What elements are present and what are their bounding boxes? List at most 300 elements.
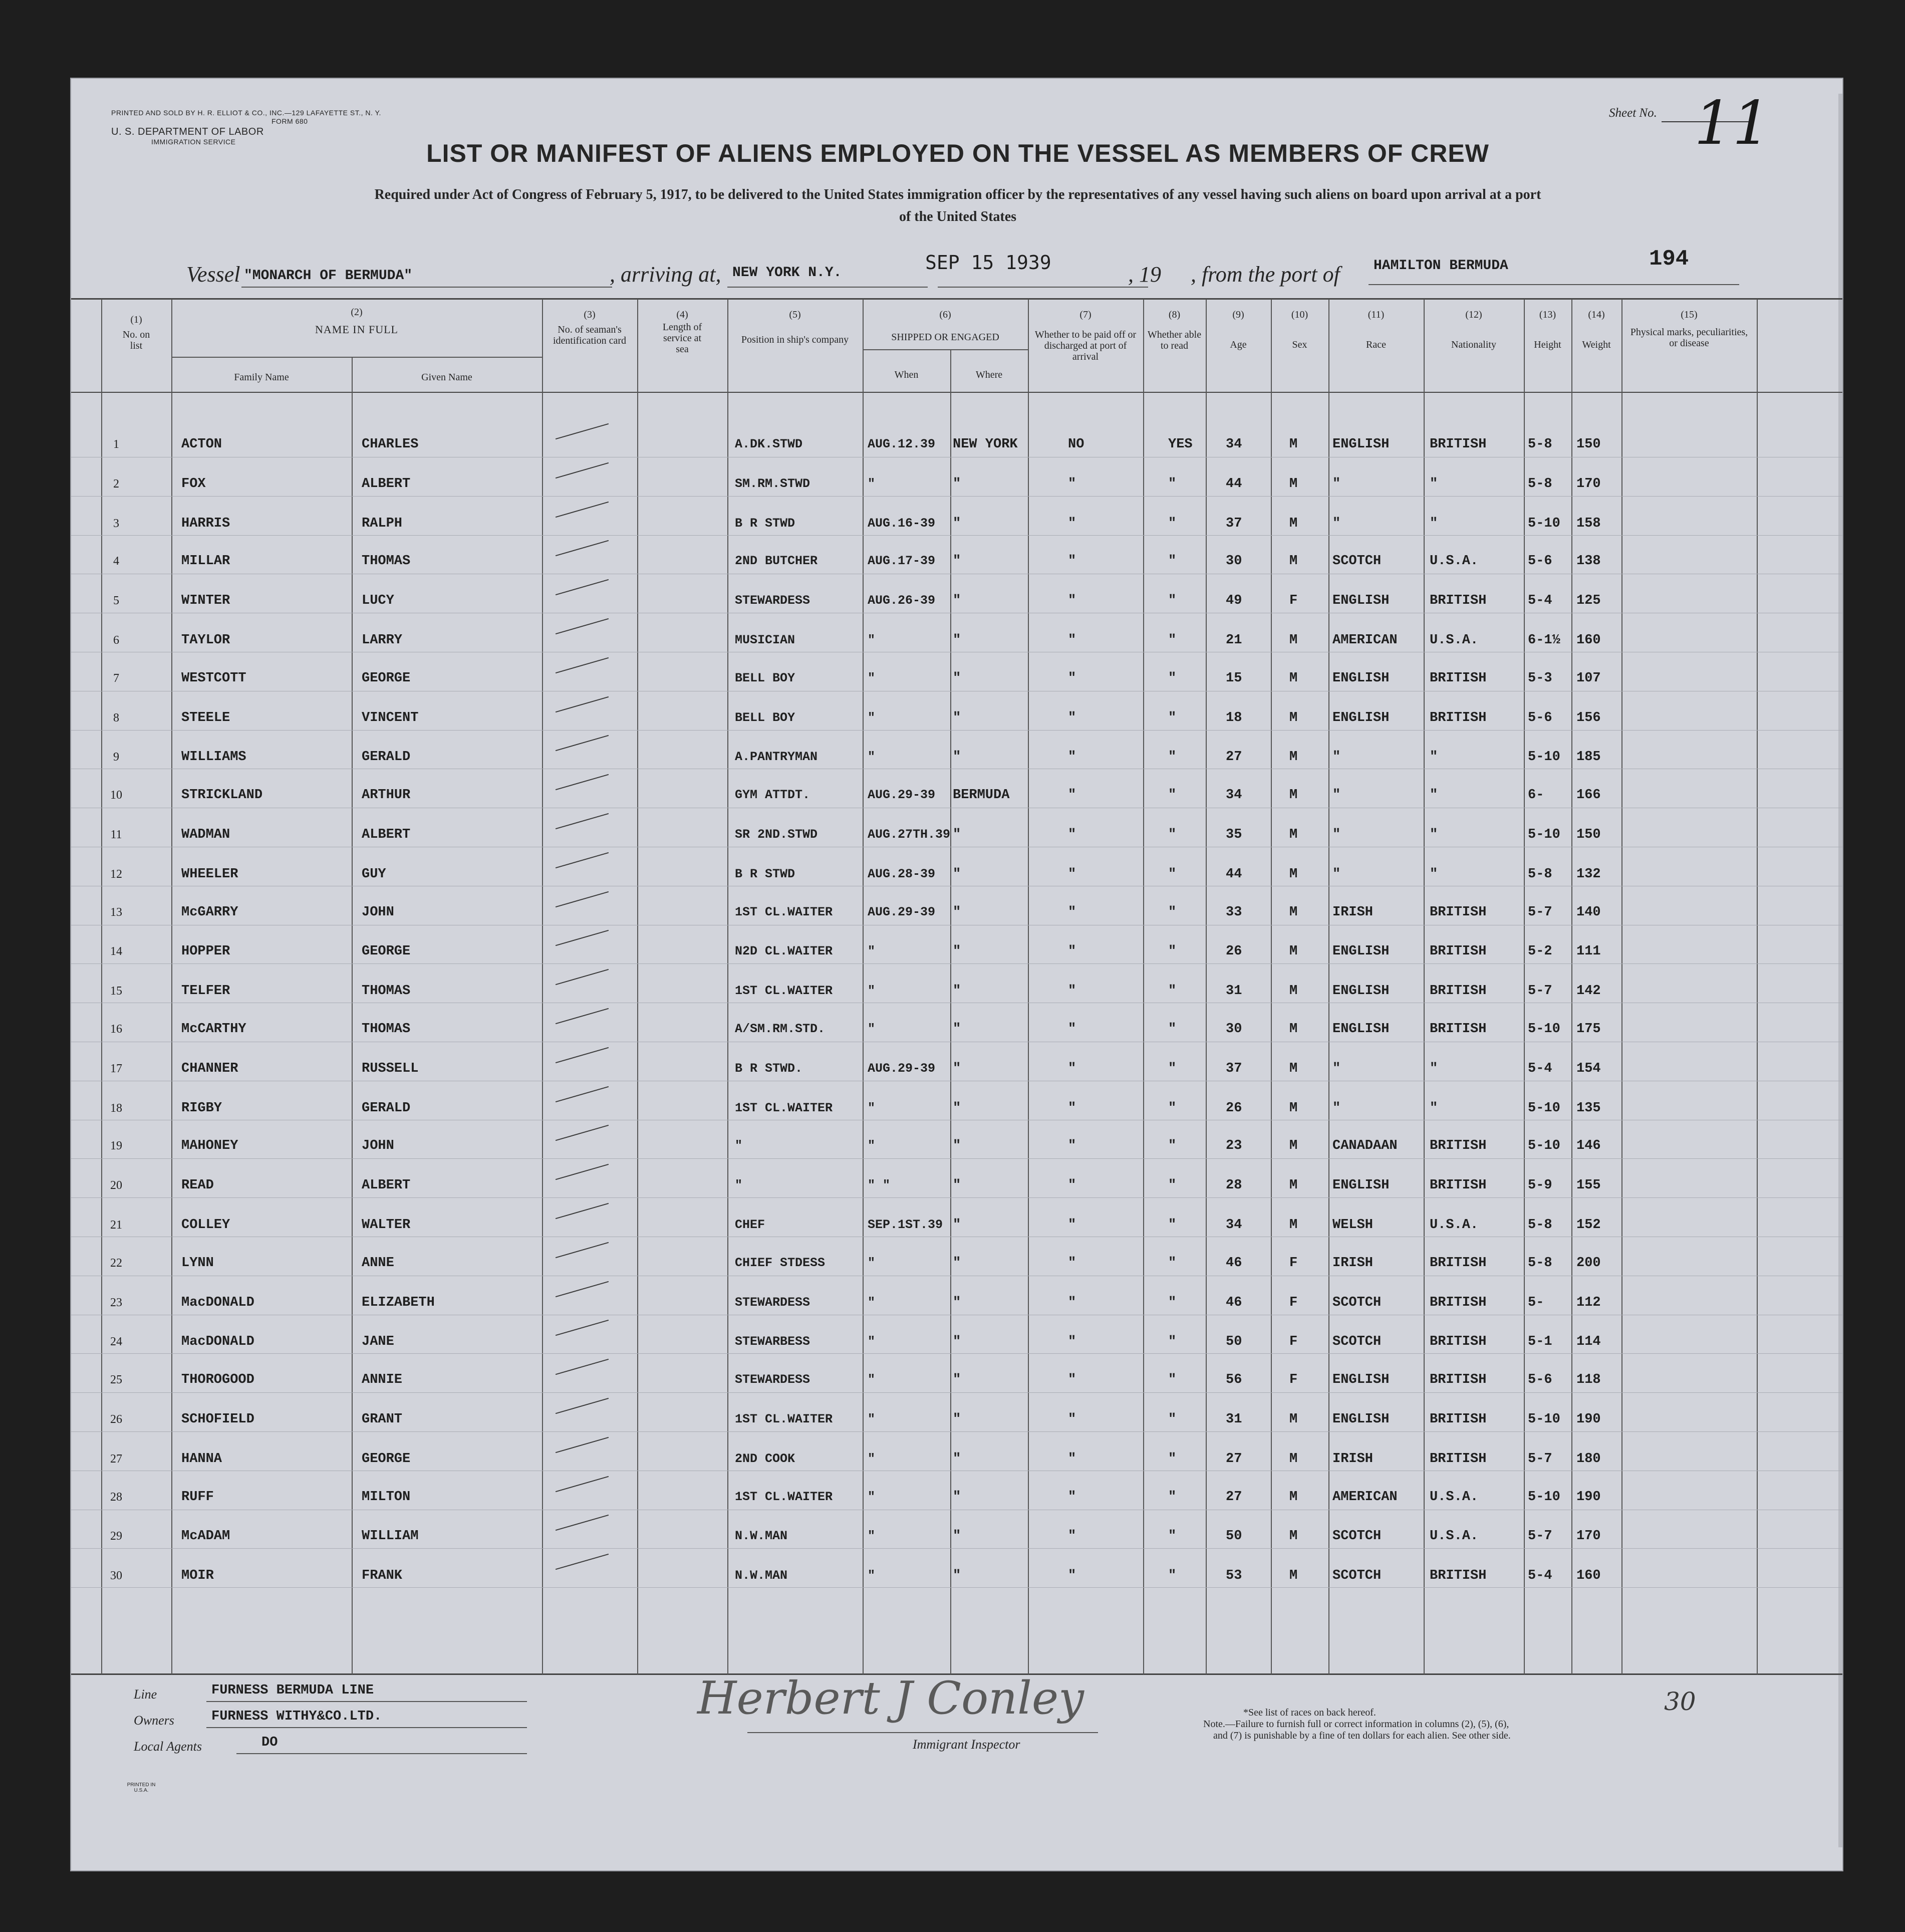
weight: 146 <box>1576 1138 1601 1154</box>
row-number: 5 <box>113 594 119 608</box>
position: 2ND COOK <box>735 1451 795 1466</box>
col-8-number: (8) <box>1168 309 1181 320</box>
id-card-tick-mark <box>556 1281 609 1297</box>
age: 44 <box>1226 866 1242 882</box>
row-number: 9 <box>113 751 119 764</box>
shipped-when: " <box>868 1255 876 1270</box>
weight: 142 <box>1576 984 1601 999</box>
row-number: 28 <box>110 1490 122 1504</box>
manifest-sheet <box>70 78 1843 1871</box>
shipped-where: " <box>953 827 961 842</box>
shipped-where: " <box>953 1529 961 1544</box>
row-number: 12 <box>110 867 122 881</box>
sex: M <box>1289 984 1298 999</box>
id-card-tick-mark <box>556 1008 609 1024</box>
age: 49 <box>1226 593 1242 609</box>
sheet-number-value: 11 <box>1694 89 1771 158</box>
sex: M <box>1289 944 1298 959</box>
id-card-tick-mark <box>556 735 609 751</box>
weight: 166 <box>1576 788 1601 803</box>
shipped-when: " <box>868 1295 876 1310</box>
id-card-tick-mark <box>556 1320 609 1336</box>
able-to-read: " <box>1168 1138 1177 1154</box>
col-3-number: (3) <box>584 309 596 320</box>
weight: 150 <box>1576 437 1601 452</box>
race: SCOTCH <box>1332 1334 1382 1350</box>
line-underline <box>206 1701 527 1702</box>
shipped-when: " <box>868 1100 876 1115</box>
race: " <box>1332 750 1341 765</box>
given-name: RALPH <box>362 516 403 531</box>
id-card-tick-mark <box>556 1398 609 1414</box>
height: 5-1 <box>1528 1334 1552 1350</box>
shipped-where: " <box>953 516 961 531</box>
nationality: U.S.A. <box>1430 554 1479 569</box>
col-6-number: (6) <box>939 309 951 320</box>
row-number: 27 <box>110 1452 122 1466</box>
able-to-read: " <box>1168 1334 1177 1350</box>
row-number: 7 <box>113 671 119 685</box>
given-name: ARTHUR <box>362 788 411 803</box>
able-to-read: YES <box>1168 437 1193 452</box>
able-to-read: " <box>1168 1529 1177 1544</box>
shipped-when: " <box>868 670 876 685</box>
given-name: LUCY <box>362 593 394 609</box>
col-13-label: Height <box>1534 339 1561 350</box>
able-to-read: " <box>1168 827 1177 842</box>
sex: M <box>1289 1022 1298 1037</box>
age: 31 <box>1226 984 1242 999</box>
shipped-when: AUG.12.39 <box>868 437 936 451</box>
form-number: FORM 680 <box>271 117 308 125</box>
shipped-where: " <box>953 866 961 882</box>
age: 23 <box>1226 1138 1242 1154</box>
position: STEWARBESS <box>735 1334 810 1349</box>
able-to-read: " <box>1168 944 1177 959</box>
row-rule <box>71 1431 1843 1432</box>
weight: 160 <box>1576 633 1601 648</box>
shipped-where: " <box>953 1178 961 1193</box>
able-to-read: " <box>1168 593 1177 609</box>
sex: M <box>1289 1489 1298 1505</box>
shipped-when: " <box>868 710 876 725</box>
shipped-when: " " <box>868 1178 891 1193</box>
row-number: 16 <box>110 1023 122 1036</box>
position: B R STWD <box>735 516 795 531</box>
header-bottom-border <box>71 392 1843 393</box>
family-name: McCARTHY <box>181 1022 246 1037</box>
able-to-read: " <box>1168 788 1177 803</box>
weight: 114 <box>1576 1334 1601 1350</box>
weight: 158 <box>1576 516 1601 531</box>
year-number: 194 <box>1649 247 1689 272</box>
column-divider <box>1028 299 1029 1674</box>
position: BELL BOY <box>735 670 795 685</box>
race: " <box>1332 476 1341 492</box>
col-13-number: (13) <box>1539 309 1556 320</box>
column-divider <box>171 299 172 1674</box>
shipped-where: " <box>953 1489 961 1505</box>
height: 5-10 <box>1528 750 1560 765</box>
given-name: THOMAS <box>362 554 411 569</box>
row-number: 24 <box>110 1335 122 1349</box>
paid-off: " <box>1068 827 1076 842</box>
position: A.PANTRYMAN <box>735 750 818 765</box>
line-label: Line <box>134 1687 157 1702</box>
paid-off: " <box>1068 1412 1076 1427</box>
height: 5-8 <box>1528 437 1552 452</box>
nationality: " <box>1430 1100 1438 1116</box>
shipped-when: " <box>868 1568 876 1583</box>
row-number: 11 <box>110 828 122 841</box>
height: 5-9 <box>1528 1178 1552 1193</box>
family-name: COLLEY <box>181 1218 230 1233</box>
shipped-when: " <box>868 1138 876 1153</box>
able-to-read: " <box>1168 1061 1177 1076</box>
able-to-read: " <box>1168 670 1177 686</box>
shipped-where: " <box>953 1334 961 1350</box>
row-number: 26 <box>110 1413 122 1426</box>
race: ENGLISH <box>1332 1178 1390 1193</box>
paid-off: " <box>1068 554 1076 569</box>
col-7-number: (7) <box>1079 309 1092 320</box>
shipped-when: AUG.26-39 <box>868 593 936 608</box>
nationality: U.S.A. <box>1430 1489 1479 1505</box>
col-3-label: No. of seaman's identification card <box>553 324 627 346</box>
nationality: BRITISH <box>1430 1295 1487 1310</box>
column-divider <box>1571 299 1572 1674</box>
height: 5-8 <box>1528 866 1552 882</box>
name-subheader-line <box>171 357 542 358</box>
inspector-signature: Herbert J Conley <box>697 1672 1084 1725</box>
position: 1ST CL.WAITER <box>735 1100 833 1115</box>
id-card-tick-mark <box>556 501 609 517</box>
nationality: BRITISH <box>1430 1372 1487 1388</box>
col-12-number: (12) <box>1465 309 1482 320</box>
age: 33 <box>1226 904 1242 920</box>
shipped-where: " <box>953 1372 961 1388</box>
column-divider <box>637 299 638 1674</box>
col-12-label: Nationality <box>1451 339 1496 350</box>
age: 18 <box>1226 710 1242 726</box>
paid-off: " <box>1068 633 1076 648</box>
family-name: MacDONALD <box>181 1334 254 1350</box>
able-to-read: " <box>1168 516 1177 531</box>
position: STEWARDESS <box>735 593 810 608</box>
age: 37 <box>1226 516 1242 531</box>
sex: M <box>1289 1061 1298 1076</box>
shipped-where: " <box>953 710 961 726</box>
race: AMERICAN <box>1332 1489 1398 1505</box>
position: CHIEF STDESS <box>735 1255 826 1270</box>
shipped-where: " <box>953 1138 961 1154</box>
age: 37 <box>1226 1061 1242 1076</box>
row-number: 20 <box>110 1179 122 1192</box>
nationality: BRITISH <box>1430 1178 1487 1193</box>
year-label: , 19 <box>1128 262 1161 287</box>
where-header: Where <box>975 369 1003 380</box>
sex: M <box>1289 788 1298 803</box>
position: SM.RM.STWD <box>735 476 810 491</box>
family-name: HOPPER <box>181 944 230 959</box>
col-1-number: (1) <box>130 314 142 325</box>
row-number: 3 <box>113 517 119 530</box>
height: 5-6 <box>1528 1372 1552 1388</box>
nationality: BRITISH <box>1430 984 1487 999</box>
column-divider <box>727 299 728 1674</box>
shipped-when: " <box>868 944 876 959</box>
weight: 155 <box>1576 1178 1601 1193</box>
paid-off: " <box>1068 904 1076 920</box>
departure-port: HAMILTON BERMUDA <box>1374 258 1508 274</box>
id-card-tick-mark <box>556 1086 609 1102</box>
row-rule <box>71 730 1843 731</box>
vessel-underline <box>241 287 612 288</box>
age: 27 <box>1226 1451 1242 1467</box>
race: SCOTCH <box>1332 554 1382 569</box>
footnote-penalty-2: and (7) is punishable by a fine of ten dollars for each alien. See other side. <box>1213 1730 1511 1741</box>
id-card-tick-mark <box>556 1164 609 1180</box>
paid-off: NO <box>1068 437 1084 452</box>
given-name: ANNE <box>362 1255 394 1271</box>
weight: 111 <box>1576 944 1601 959</box>
sex: M <box>1289 1412 1298 1427</box>
shipped-when: AUG.28-39 <box>868 866 936 881</box>
row-rule <box>71 535 1843 536</box>
family-name: CHANNER <box>181 1061 238 1076</box>
nationality: " <box>1430 516 1438 531</box>
sex: M <box>1289 1451 1298 1467</box>
family-name: WESTCOTT <box>181 670 246 686</box>
col-4-number: (4) <box>676 309 688 320</box>
row-number: 17 <box>110 1062 122 1075</box>
nationality: " <box>1430 750 1438 765</box>
paid-off: " <box>1068 866 1076 882</box>
paid-off: " <box>1068 1568 1076 1584</box>
height: 5-2 <box>1528 944 1552 959</box>
id-card-tick-mark <box>556 774 609 790</box>
col-1-label: No. on list <box>122 329 150 351</box>
weight: 175 <box>1576 1022 1601 1037</box>
position: " <box>735 1138 743 1153</box>
owners-label: Owners <box>134 1713 174 1728</box>
height: 5-6 <box>1528 554 1552 569</box>
document-title: LIST OR MANIFEST OF ALIENS EMPLOYED ON THE VESSEL AS MEMBERS OF CREW <box>426 139 1489 167</box>
weight: 150 <box>1576 827 1601 842</box>
paid-off: " <box>1068 788 1076 803</box>
family-name: TAYLOR <box>181 633 230 648</box>
shipped-when: AUG.16-39 <box>868 516 936 531</box>
row-number: 6 <box>113 634 119 647</box>
paid-off: " <box>1068 1489 1076 1505</box>
weight: 135 <box>1576 1100 1601 1116</box>
column-divider <box>1621 299 1622 1674</box>
id-card-tick-mark <box>556 1554 609 1570</box>
id-card-tick-mark <box>556 852 609 868</box>
able-to-read: " <box>1168 1451 1177 1467</box>
paid-off: " <box>1068 1138 1076 1154</box>
age: 34 <box>1226 437 1242 452</box>
position: BELL BOY <box>735 710 795 725</box>
shipped-when: " <box>868 1489 876 1504</box>
paid-off: " <box>1068 1218 1076 1233</box>
weight: 112 <box>1576 1295 1601 1310</box>
line-value: FURNESS BERMUDA LINE <box>211 1683 374 1698</box>
family-name: READ <box>181 1178 214 1193</box>
col-14-number: (14) <box>1588 309 1605 320</box>
family-name: MOIR <box>181 1568 214 1584</box>
shipped-where: " <box>953 944 961 959</box>
col-4-label: Length of service at sea <box>662 322 702 355</box>
race: IRISH <box>1332 1451 1374 1467</box>
sex: M <box>1289 827 1298 842</box>
family-name: THOROGOOD <box>181 1372 254 1388</box>
id-card-tick-mark <box>556 969 609 985</box>
age: 30 <box>1226 554 1242 569</box>
row-number: 2 <box>113 477 119 491</box>
given-name: JANE <box>362 1334 394 1350</box>
shipped-where: " <box>953 1255 961 1271</box>
sex: M <box>1289 1529 1298 1544</box>
row-number: 18 <box>110 1101 122 1115</box>
position: 1ST CL.WAITER <box>735 984 833 999</box>
paid-off: " <box>1068 1451 1076 1467</box>
given-name: GEORGE <box>362 670 411 686</box>
nationality: BRITISH <box>1430 1334 1487 1350</box>
age: 31 <box>1226 1412 1242 1427</box>
shipped-when: AUG.29-39 <box>868 904 936 919</box>
shipped-where: " <box>953 904 961 920</box>
family-name: McGARRY <box>181 904 238 920</box>
given-name: THOMAS <box>362 1022 411 1037</box>
col-11-number: (11) <box>1368 309 1385 320</box>
sex: M <box>1289 866 1298 882</box>
row-rule <box>71 1353 1843 1354</box>
sex: F <box>1289 1255 1298 1271</box>
nationality: U.S.A. <box>1430 633 1479 648</box>
shipped-when: " <box>868 476 876 491</box>
position: N.W.MAN <box>735 1568 788 1583</box>
race: ENGLISH <box>1332 437 1390 452</box>
able-to-read: " <box>1168 984 1177 999</box>
row-number: 30 <box>110 1569 122 1583</box>
race: " <box>1332 827 1341 842</box>
vessel-label: Vessel <box>186 262 240 287</box>
shipped-when: SEP.1ST.39 <box>868 1218 943 1232</box>
id-card-tick-mark <box>556 813 609 829</box>
age: 26 <box>1226 1100 1242 1116</box>
id-card-tick-mark <box>556 1437 609 1453</box>
id-card-tick-mark <box>556 423 609 439</box>
able-to-read: " <box>1168 1489 1177 1505</box>
position: STEWARDESS <box>735 1295 810 1310</box>
row-rule <box>71 1197 1843 1198</box>
able-to-read: " <box>1168 1255 1177 1271</box>
shipped-where: BERMUDA <box>953 788 1010 803</box>
document-subtitle <box>181 184 1734 228</box>
weight: 107 <box>1576 670 1601 686</box>
nationality: " <box>1430 866 1438 882</box>
sex: M <box>1289 1100 1298 1116</box>
when-header: When <box>894 369 919 380</box>
height: 5-10 <box>1528 1489 1560 1505</box>
shipped-where: " <box>953 750 961 765</box>
row-number: 8 <box>113 711 119 724</box>
shipped-where: " <box>953 1295 961 1310</box>
given-name: ALBERT <box>362 1178 411 1193</box>
column-divider <box>1524 299 1525 1674</box>
height: 5- <box>1528 1295 1544 1310</box>
shipped-where: " <box>953 670 961 686</box>
nationality: BRITISH <box>1430 904 1487 920</box>
nationality: BRITISH <box>1430 670 1487 686</box>
weight: 170 <box>1576 1529 1601 1544</box>
family-name: STRICKLAND <box>181 788 263 803</box>
col-7-label: Whether to be paid off or discharged at port of arrival <box>1034 329 1137 362</box>
footnotes <box>1203 1707 1664 1742</box>
age: 34 <box>1226 788 1242 803</box>
shipped-where: " <box>953 476 961 492</box>
position: A/SM.RM.STD. <box>735 1022 826 1036</box>
height: 5-7 <box>1528 1529 1552 1544</box>
race: IRISH <box>1332 904 1374 920</box>
given-name: ALBERT <box>362 827 411 842</box>
column-divider <box>1328 299 1329 1674</box>
race: ENGLISH <box>1332 1412 1390 1427</box>
age: 53 <box>1226 1568 1242 1584</box>
port-underline <box>1369 284 1739 285</box>
shipped-when: " <box>868 1529 876 1544</box>
subtitle-line-1: Required under Act of Congress of February 5, 1917, to be delivered to the United States immigration officer by the representatives of any vessel having such aliens on board upon arrival at a port <box>374 187 1541 202</box>
shipped-when: " <box>868 750 876 765</box>
sex: M <box>1289 633 1298 648</box>
paid-off: " <box>1068 710 1076 726</box>
row-rule <box>71 1158 1843 1159</box>
weight: 190 <box>1576 1489 1601 1505</box>
weight: 118 <box>1576 1372 1601 1388</box>
height: 5-10 <box>1528 1100 1560 1116</box>
able-to-read: " <box>1168 1218 1177 1233</box>
family-name: ACTON <box>181 437 222 452</box>
shipped-when: " <box>868 1022 876 1036</box>
shipped-where: " <box>953 1451 961 1467</box>
col-5-label: Position in ship's company <box>741 334 849 345</box>
weight: 125 <box>1576 593 1601 609</box>
race: ENGLISH <box>1332 984 1390 999</box>
weight: 180 <box>1576 1451 1601 1467</box>
position: A.DK.STWD <box>735 437 803 451</box>
family-name: RUFF <box>181 1489 214 1505</box>
col-11-label: Race <box>1366 339 1386 350</box>
weight: 138 <box>1576 554 1601 569</box>
shipped-where: " <box>953 1061 961 1076</box>
subtitle-line-2: of the United States <box>899 209 1017 224</box>
id-card-tick-mark <box>556 891 609 907</box>
paid-off: " <box>1068 1529 1076 1544</box>
age: 21 <box>1226 633 1242 648</box>
paid-off: " <box>1068 1178 1076 1193</box>
sex: M <box>1289 1138 1298 1154</box>
column-divider <box>1271 299 1272 1674</box>
row-number: 13 <box>110 905 122 919</box>
id-card-tick-mark <box>556 579 609 595</box>
height: 5-4 <box>1528 593 1552 609</box>
id-card-tick-mark <box>556 1242 609 1258</box>
shipped-where: " <box>953 633 961 648</box>
id-card-tick-mark <box>556 1476 609 1492</box>
race: ENGLISH <box>1332 1022 1390 1037</box>
column-divider <box>1206 299 1207 1674</box>
